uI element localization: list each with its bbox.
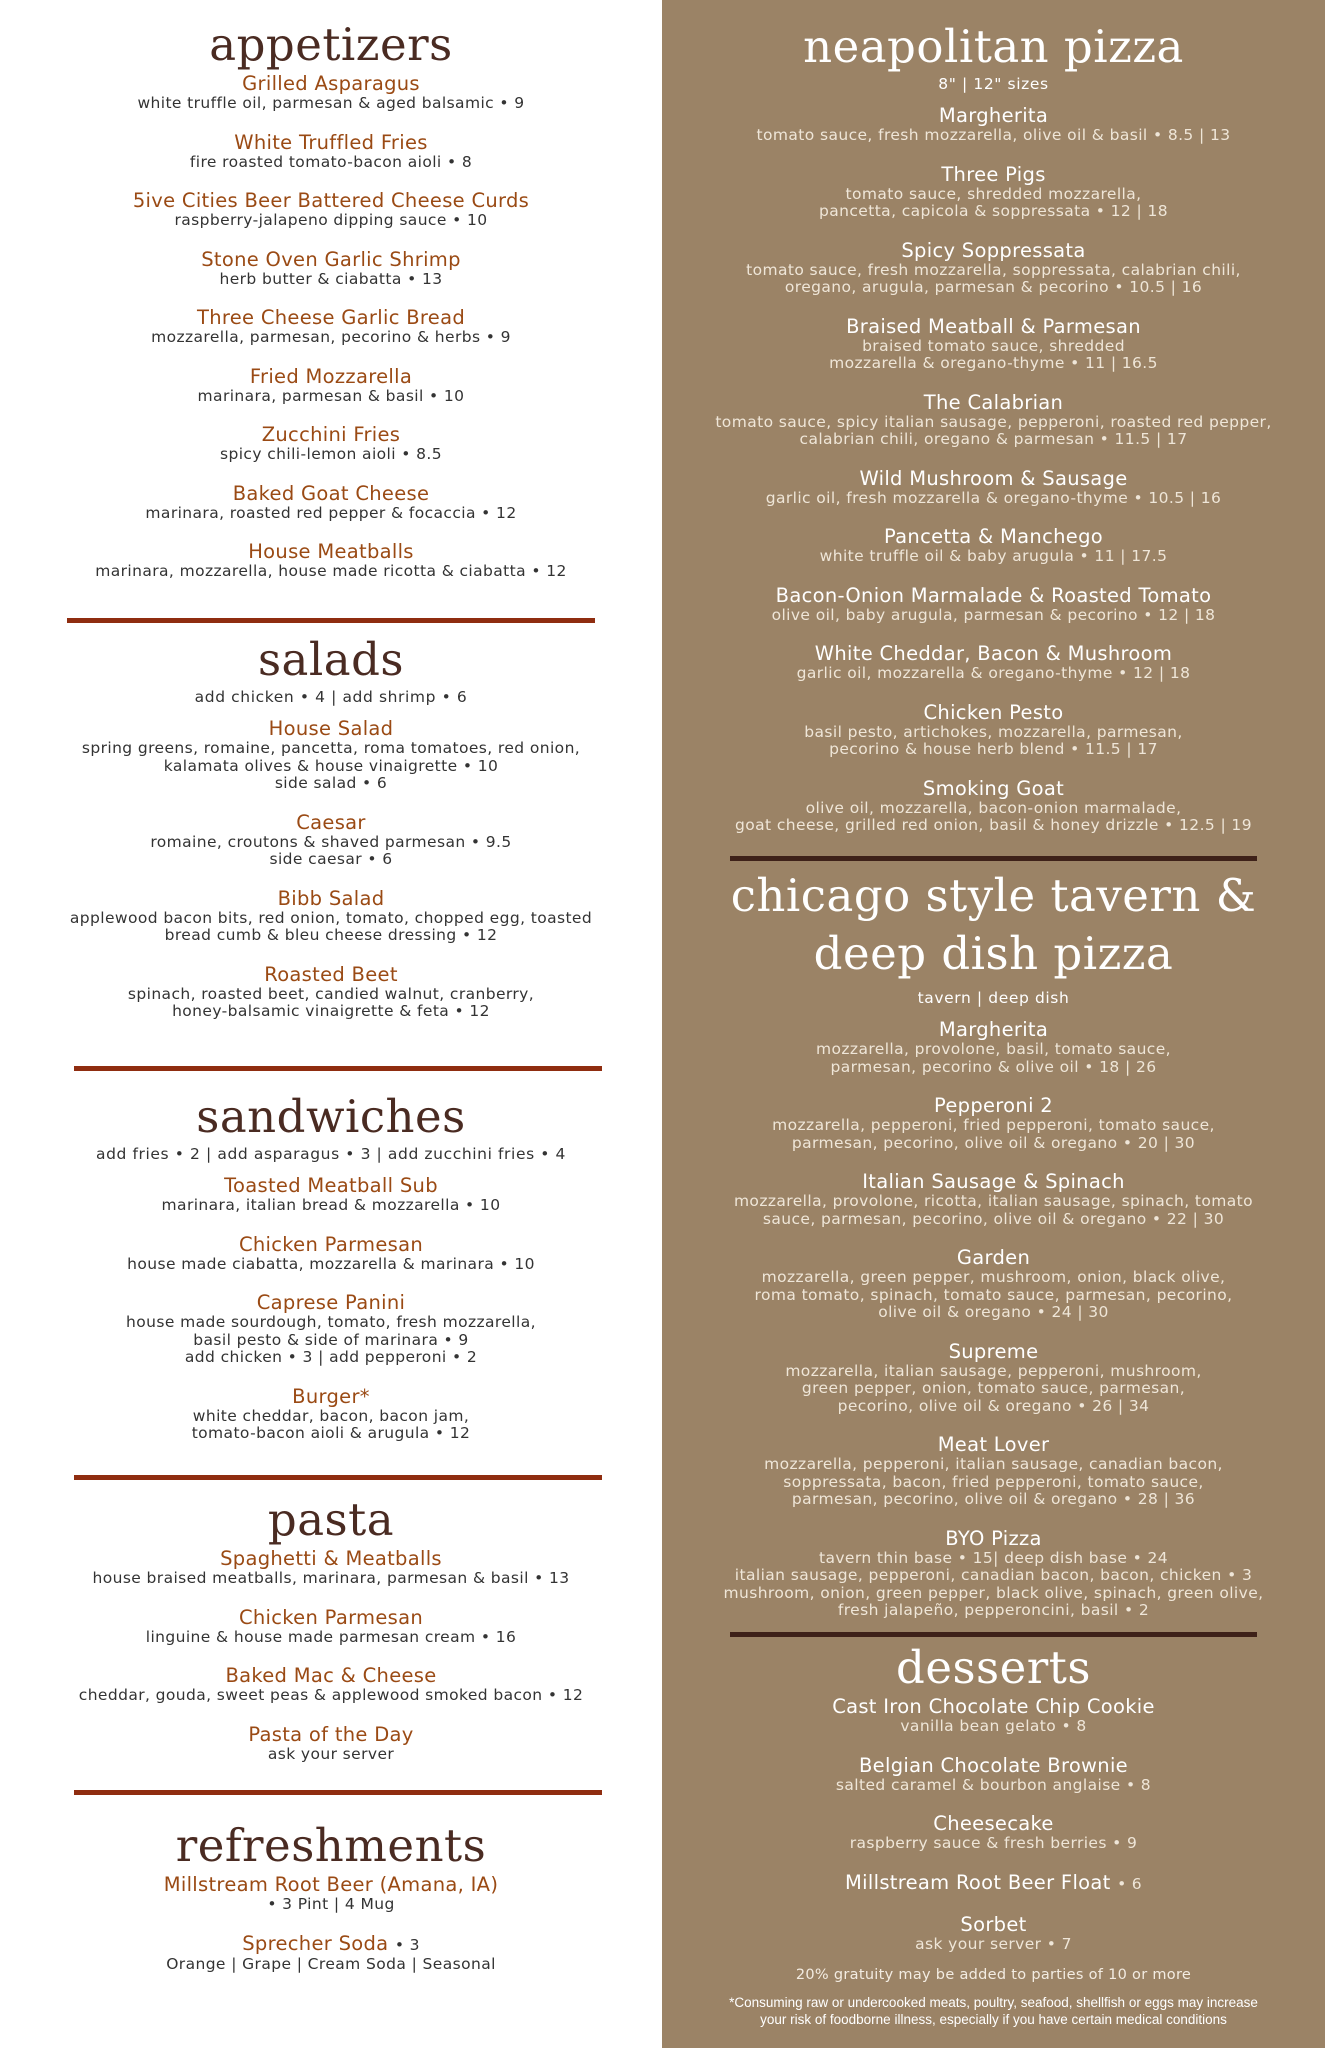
refreshments-section [0, 1819, 662, 1992]
right-column [662, 0, 1325, 2048]
menu-item-name-text: Baked Goat Cheese [232, 481, 430, 505]
menu-item-name-text: Bacon-Onion Marmalade & Roasted Tomato [775, 583, 1212, 607]
menu-item-name-text: Sprecher Soda [242, 1931, 389, 1955]
menu-item [0, 1386, 662, 1443]
menu-item [0, 888, 662, 945]
gratuity-note: 20% gratuity may be added to parties of 10 or more [795, 1967, 1192, 1983]
menu-item [662, 1696, 1325, 1736]
menu-item-description: marinara, mozzarella, house made ricotta & ciabatta • 12 [95, 562, 567, 580]
menu-item-name-text: Pancetta & Manchego [884, 525, 1103, 548]
menu-item-description: sauce, parmesan, pecorino, olive oil & oregano • 22 | 30 [762, 1209, 1225, 1228]
menu-item-name [0, 541, 662, 563]
menu-item-name [0, 1175, 662, 1197]
section-title: neapolitan pizza [803, 20, 1184, 73]
menu-item-name-text: Bibb Salad [277, 886, 385, 910]
menu-item-description: mozzarella, provolone, ricotta, italian sausage, spinach, tomato [733, 1192, 1254, 1210]
menu-item [662, 105, 1325, 145]
menu-item-name [0, 718, 662, 740]
menu-item-name [0, 483, 662, 505]
menu-item [0, 424, 662, 464]
menu-item-description: salted caramel & bourbon anglaise • 8 [835, 1775, 1152, 1794]
menu-item-description: tomato sauce, fresh mozzarella, olive oil & basil • 8.5 | 13 [756, 126, 1231, 144]
section-title: salads [257, 633, 405, 686]
menu-item-name [0, 307, 662, 329]
menu-item-name [0, 964, 662, 986]
menu-item-name-text: Chicken Parmesan [238, 1605, 424, 1629]
menu-item-description: pecorino, olive oil & oregano • 26 | 34 [837, 1396, 1150, 1415]
menu-item-name-text: Supreme [948, 1339, 1039, 1363]
menu-item-name-text: Spaghetti & Meatballs [220, 1547, 442, 1570]
menu-item [0, 964, 662, 1021]
menu-item-name [0, 888, 662, 910]
menu-item-name [0, 249, 662, 271]
section-title: appetizers [209, 18, 453, 71]
menu-item [662, 240, 1325, 297]
section-subtitle: add fries • 2 | add asparagus • 3 | add zucchini fries • 4 [95, 1145, 567, 1163]
menu-item-name-text: 5ive Cities Beer Battered Cheese Curds [132, 189, 530, 212]
menu-item [662, 1872, 1325, 1895]
menu-item [662, 1095, 1325, 1152]
menu-item-name [662, 585, 1325, 607]
menu-item-description: basil pesto, artichokes, mozzarella, parmesan, [804, 722, 1183, 741]
menu-item-description: tomato sauce, fresh mozzarella, soppressata, calabrian chili, [746, 260, 1241, 279]
menu-item-description: marinara, roasted red pepper & focaccia • 12 [145, 503, 517, 522]
menu-item-description: fresh jalapeño, pepperoncini, basil • 2 [837, 1601, 1150, 1619]
menu-item-name [0, 1874, 662, 1896]
menu-item-name-text: Chicken Pesto [923, 700, 1064, 724]
menu-item [662, 643, 1325, 683]
section-subtitle: tavern | deep dish [917, 989, 1070, 1007]
menu-item-name-text: The Calabrian [923, 390, 1064, 414]
menu-item [0, 1607, 662, 1647]
menu-item [662, 1755, 1325, 1795]
menu-item-description: garlic oil, fresh mozzarella & oregano-thyme • 10.5 | 16 [765, 488, 1222, 507]
menu-item-description: bread cumb & bleu cheese dressing • 12 [164, 926, 498, 944]
menu-item-description: raspberry-jalapeno dipping sauce • 10 [174, 211, 488, 229]
menu-item-description: house made sourdough, tomato, fresh mozzarella, [126, 1313, 536, 1331]
menu-item-description: applewood bacon bits, red onion, tomato, chopped egg, toasted [69, 908, 593, 927]
disclaimer-line: your risk of foodborne illness, especially if you have certain medical conditions [760, 2012, 1227, 2027]
menu-item-name-text: Margherita [938, 1018, 1049, 1041]
menu-item-name-text: Caprese Panini [256, 1291, 406, 1314]
menu-item-name-text: White Cheddar, Bacon & Mushroom [814, 642, 1173, 665]
menu-item-name [0, 812, 662, 834]
menu-item-price: • 3 [394, 1935, 420, 1954]
menu-item [662, 1813, 1325, 1853]
menu-item-name-text: Cheesecake [933, 1812, 1054, 1835]
left-column [0, 0, 662, 2048]
section-title [662, 867, 1325, 983]
menu-item-description: garlic oil, mozzarella & oregano-thyme • 12 | 18 [796, 664, 1191, 682]
menu-item-name [662, 1872, 1325, 1895]
menu-item-name [662, 1528, 1325, 1550]
menu-item [0, 718, 662, 793]
menu-item-name [662, 316, 1325, 338]
menu-item-name [0, 1607, 662, 1629]
menu-item-description: green pepper, onion, tomato sauce, parmesan, [801, 1379, 1186, 1397]
section-divider [730, 856, 1257, 861]
menu-item-name-text: Burger* [292, 1384, 370, 1408]
menu-item [662, 778, 1325, 835]
pasta-section [0, 1493, 662, 1782]
menu-item-description: spinach, roasted beet, candied walnut, cranberry, [127, 984, 535, 1003]
menu-item-description: raspberry sauce & fresh berries • 9 [849, 1834, 1138, 1852]
salads-section [0, 633, 662, 1040]
menu-item-name-text: Garden [956, 1246, 1031, 1269]
menu-item-name-text: White Truffled Fries [234, 130, 428, 154]
sandwiches-section [0, 1090, 662, 1462]
menu-item-name [0, 1933, 662, 1956]
menu-item-name [662, 778, 1325, 800]
menu-item-name [662, 1247, 1325, 1269]
menu-item-name-text: Caesar [296, 810, 366, 834]
menu-item-description: mushroom, onion, green pepper, black olive, spinach, green olive, [723, 1583, 1264, 1602]
menu-item-description: vanilla bean gelato • 8 [900, 1717, 1087, 1735]
menu-item-name-text: Pasta of the Day [248, 1722, 414, 1746]
menu-item-name [662, 1341, 1325, 1363]
menu-item [662, 1528, 1325, 1620]
menu-item-name [662, 240, 1325, 262]
menu-item [662, 585, 1325, 625]
item-list [0, 73, 662, 581]
item-list [662, 1019, 1325, 1620]
menu-item [662, 1434, 1325, 1509]
menu-item-description: honey-balsamic vinaigrette & feta • 12 [172, 1002, 490, 1020]
menu-item-name-text: Cast Iron Chocolate Chip Cookie [832, 1695, 1155, 1718]
menu-item [0, 1933, 662, 1974]
menu-item-description: cheddar, gouda, sweet peas & applewood smoked bacon • 12 [78, 1686, 584, 1704]
menu-item [662, 392, 1325, 449]
menu-item-description: romaine, croutons & shaved parmesan • 9.5 [150, 832, 512, 851]
menu-item-name-text: BYO Pizza [945, 1526, 1042, 1550]
menu-item-description: olive oil, baby arugula, parmesan & pecorino • 12 | 18 [771, 605, 1216, 624]
menu-item [662, 1914, 1325, 1954]
menu-item [0, 1234, 662, 1274]
menu-item-description: tomato sauce, spicy italian sausage, pepperoni, roasted red pepper, [715, 412, 1272, 431]
item-list [662, 1696, 1325, 1953]
menu-item-description: white truffle oil, parmesan & aged balsamic • 9 [137, 94, 525, 112]
menu-item-name-text: House Meatballs [248, 540, 414, 563]
item-list [0, 718, 662, 1021]
section-divider [74, 1790, 602, 1795]
menu-item-name-text: Three Pigs [941, 162, 1046, 186]
menu-item-name-text: Grilled Asparagus [242, 72, 420, 95]
menu-item-name-text: Sorbet [960, 1912, 1027, 1936]
menu-item-description: mozzarella, pepperoni, italian sausage, canadian bacon, [764, 1455, 1223, 1473]
menu-item-name [0, 366, 662, 388]
menu-item-description: parmesan, pecorino & olive oil • 18 | 26 [830, 1057, 1157, 1076]
menu-item [0, 1175, 662, 1215]
menu-item-name [662, 105, 1325, 127]
food-safety-disclaimer [662, 1994, 1325, 2028]
menu-item-description: olive oil & oregano • 24 | 30 [878, 1303, 1109, 1321]
menu-item-description: parmesan, pecorino, olive oil & oregano • 20 | 30 [791, 1133, 1196, 1152]
menu-item [0, 483, 662, 523]
menu-item-name [0, 1548, 662, 1570]
menu-item-description: tavern thin base • 15| deep dish base • 24 [818, 1548, 1169, 1567]
menu-item-name-text: Three Cheese Garlic Bread [197, 306, 465, 329]
neapolitan-pizza-section [662, 20, 1325, 854]
section-divider [74, 1066, 602, 1071]
menu-item-name [0, 424, 662, 446]
menu-item-name [0, 1292, 662, 1314]
menu-item [662, 1341, 1325, 1416]
menu-item [0, 1665, 662, 1705]
menu-item-name-text: Chicken Parmesan [238, 1232, 424, 1256]
menu-item-name [662, 643, 1325, 665]
menu-item-description: kalamata olives & house vinaigrette • 10 [163, 756, 499, 775]
menu-item-description: • 3 Pint | 4 Mug [267, 1895, 395, 1913]
menu-item-name-text: Millstream Root Beer (Amana, IA) [163, 1873, 499, 1896]
menu-item-description: herb butter & ciabatta • 13 [219, 269, 443, 288]
menu-item-description: fire roasted tomato-bacon aioli • 8 [189, 152, 473, 171]
appetizers-section [0, 18, 662, 600]
menu-item-name [662, 1696, 1325, 1718]
menu-item-description: mozzarella & oregano-thyme • 11 | 16.5 [829, 354, 1158, 372]
menu-item [662, 468, 1325, 508]
menu-item-name [0, 1724, 662, 1746]
menu-item-description: soppressata, bacon, fried pepperoni, tomato sauce, [783, 1472, 1204, 1491]
item-list [0, 1548, 662, 1763]
menu-item-description: add chicken • 3 | add pepperoni • 2 [184, 1348, 478, 1366]
section-divider [730, 1632, 1257, 1637]
menu-item-name [662, 702, 1325, 724]
menu-item-description: tomato-bacon aioli & arugula • 12 [191, 1424, 471, 1442]
menu-item-description: braised tomato sauce, shredded [862, 336, 1125, 355]
menu-item [0, 812, 662, 869]
menu-item-name [662, 1755, 1325, 1777]
menu-item-name-text: Braised Meatball & Parmesan [846, 314, 1141, 338]
menu-item-description: marinara, parmesan & basil • 10 [197, 386, 465, 405]
menu-item-description: spring greens, romaine, pancetta, roma tomatoes, red onion, [81, 739, 581, 757]
menu-item [0, 307, 662, 347]
menu-item-name [662, 468, 1325, 490]
menu-item [0, 1724, 662, 1764]
menu-item-description: parmesan, pecorino, olive oil & oregano • 28 | 36 [791, 1490, 1196, 1508]
menu-item-name [0, 1665, 662, 1687]
menu-item [662, 1247, 1325, 1322]
menu-item-name-text: Fried Mozzarella [249, 364, 413, 388]
menu-item [0, 1292, 662, 1367]
menu-item-description: mozzarella, italian sausage, pepperoni, mushroom, [785, 1361, 1202, 1380]
menu-item-description: ask your server [267, 1744, 395, 1763]
menu-item-description: mozzarella, provolone, basil, tomato sauce, [815, 1040, 1171, 1058]
menu-item-name-text: Spicy Soppressata [901, 238, 1086, 262]
menu-item-name [0, 1234, 662, 1256]
menu-item-name-text: Margherita [938, 104, 1049, 127]
menu-item-description: oregano, arugula, parmesan & pecorino • 10.5 | 16 [784, 278, 1203, 296]
menu-item-name [662, 1813, 1325, 1835]
menu-item-description: goat cheese, grilled red onion, basil & honey drizzle • 12.5 | 19 [735, 816, 1252, 834]
menu-item-name-text: Baked Mac & Cheese [225, 1664, 437, 1687]
menu-item [662, 702, 1325, 759]
menu-item-name-text: Meat Lover [937, 1433, 1050, 1456]
menu-item-name [662, 392, 1325, 414]
menu-item [662, 164, 1325, 221]
item-list [662, 105, 1325, 835]
menu-item-description: Orange | Grape | Cream Soda | Seasonal [166, 1954, 496, 1973]
menu-item-name [0, 132, 662, 154]
menu-item-name-text: Pepperoni 2 [933, 1094, 1053, 1117]
menu-item-description: side salad • 6 [274, 774, 388, 792]
menu-item [662, 316, 1325, 373]
menu-item-description: olive oil, mozzarella, bacon-onion marmalade, [805, 798, 1182, 817]
menu-item-description: white truffle oil & baby arugula • 11 | 17.5 [819, 547, 1168, 565]
menu-item-description: linguine & house made parmesan cream • 16 [145, 1627, 517, 1646]
menu-item [0, 190, 662, 230]
menu-item-name-text: Belgian Chocolate Brownie [859, 1753, 1128, 1777]
menu-item-description: spicy chili-lemon aioli • 8.5 [219, 445, 443, 463]
menu-item-description: side caesar • 6 [269, 850, 393, 868]
menu-item-name [662, 1095, 1325, 1117]
menu-item [0, 73, 662, 113]
section-title: pasta [267, 1493, 395, 1546]
menu-item-description: house braised meatballs, marinara, parmesan & basil • 13 [92, 1569, 570, 1587]
item-list [0, 1175, 662, 1443]
menu-item-name-text: House Salad [268, 717, 394, 740]
menu-item [0, 541, 662, 581]
menu-item-name [0, 1386, 662, 1408]
menu-item [0, 1548, 662, 1588]
section-title: sandwiches [196, 1090, 466, 1143]
menu-item-description: roma tomato, spinach, tomato sauce, parmesan, pecorino, [754, 1285, 1233, 1304]
menu-item-description: pecorino & house herb blend • 11.5 | 17 [829, 740, 1158, 758]
menu-item [662, 1171, 1325, 1228]
chicago-pizza-section [662, 867, 1325, 1639]
menu-item [0, 1874, 662, 1914]
menu-item-description: mozzarella, pepperoni, fried pepperoni, tomato sauce, [772, 1116, 1215, 1134]
menu-item-name-text: Stone Oven Garlic Shrimp [201, 247, 461, 271]
menu-item [662, 1019, 1325, 1076]
menu-item-name-text: Roasted Beet [264, 962, 398, 986]
disclaimer-line: *Consuming raw or undercooked meats, poultry, seafood, shellfish or eggs may increase [729, 1995, 1258, 2010]
menu-item-name [0, 190, 662, 212]
menu-item-description: white cheddar, bacon, bacon jam, [192, 1406, 470, 1425]
menu-item-name [662, 526, 1325, 548]
menu-item-description: mozzarella, parmesan, pecorino & herbs • 9 [151, 328, 511, 346]
menu-item-name-text: Toasted Meatball Sub [224, 1174, 438, 1197]
menu-item-description: calabrian chili, oregano & parmesan • 11.5 | 17 [799, 430, 1188, 448]
menu-item-description: ask your server • 7 [915, 1934, 1072, 1953]
desserts-section [662, 1641, 1325, 2028]
menu-item [0, 366, 662, 406]
menu-item-name-text: Italian Sausage & Spinach [862, 1170, 1125, 1193]
section-title-line: chicago style tavern & [730, 869, 1257, 922]
menu-item-price: • 6 [1117, 1874, 1142, 1893]
section-divider [74, 1475, 602, 1480]
section-title-line: deep dish pizza [813, 927, 1174, 980]
menu-item-description: basil pesto & side of marinara • 9 [193, 1330, 469, 1349]
menu-item-name [662, 1171, 1325, 1193]
menu-item-name [662, 1019, 1325, 1041]
menu-item-name-text: Millstream Root Beer Float [845, 1870, 1111, 1894]
menu-item-name [662, 1434, 1325, 1456]
section-title: refreshments [175, 1819, 487, 1872]
menu-item [0, 132, 662, 172]
section-divider [67, 618, 595, 623]
menu-item-description: italian sausage, pepperoni, canadian bacon, bacon, chicken • 3 [734, 1566, 1253, 1584]
menu-item-name-text: Wild Mushroom & Sausage [859, 466, 1128, 490]
menu-item-name [0, 73, 662, 95]
menu-item-description: mozzarella, green pepper, mushroom, onion, black olive, [761, 1268, 1226, 1286]
menu-item-description: marinara, italian bread & mozzarella • 10 [161, 1196, 501, 1214]
menu-item-name [662, 1914, 1325, 1936]
menu-item-description: house made ciabatta, mozzarella & marinara • 10 [127, 1254, 535, 1273]
menu-item-name-text: Zucchini Fries [261, 423, 401, 446]
section-subtitle: add chicken • 4 | add shrimp • 6 [194, 688, 468, 706]
menu-item-description: pancetta, capicola & soppressata • 12 | 18 [819, 202, 1168, 220]
menu-item-name [662, 164, 1325, 186]
menu-item [662, 526, 1325, 566]
section-subtitle: 8" | 12" sizes [938, 75, 1049, 93]
menu-item-description: tomato sauce, shredded mozzarella, [845, 184, 1142, 203]
section-title: desserts [896, 1641, 1091, 1694]
menu-item-name-text: Smoking Goat [922, 776, 1065, 800]
menu-item [0, 249, 662, 289]
item-list [0, 1874, 662, 1973]
